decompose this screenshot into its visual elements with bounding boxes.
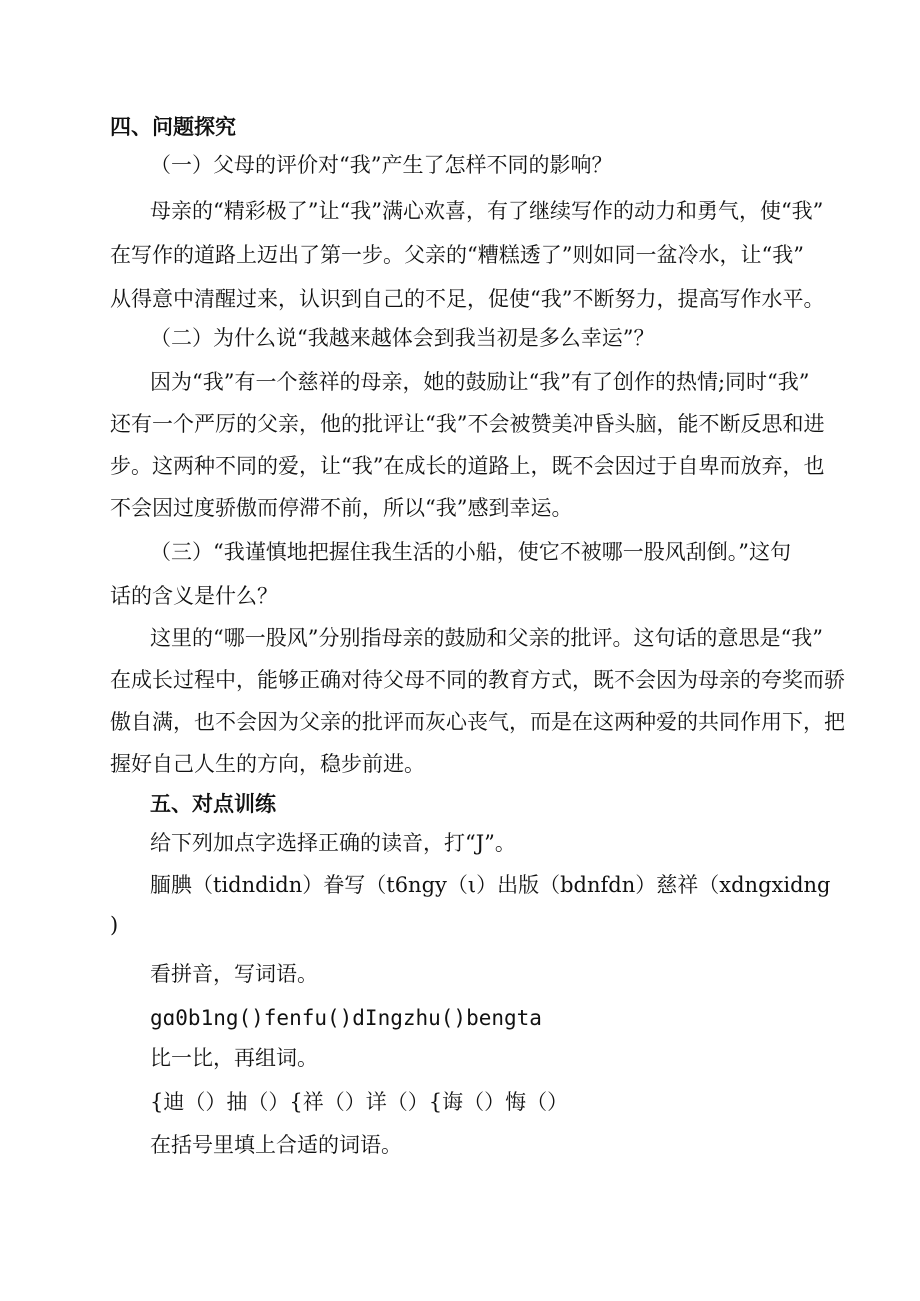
answer-1-line-2: 在写作的道路上迈出了第一步。父亲的“糟糕透了”则如同一盆冷水，让“我”: [110, 243, 804, 267]
question-2: （二）为什么说“我越来越体会到我当初是多么幸运”？: [150, 326, 655, 350]
exercise-3-items: {迪（）抽（）{祥（）详（）{诲（）悔（）: [150, 1090, 569, 1114]
answer-2-line-2: 还有一个严厉的父亲，他的批评让“我”不会被赞美冲昏头脑，能不断反思和进: [110, 412, 825, 436]
exercise-2-items: gɑ0b1ng()fenfu()dIngzhu()bengta: [150, 1006, 542, 1030]
exercise-1-items-line-2: ): [110, 913, 119, 937]
exercise-3-instruction: 比一比，再组词。: [150, 1046, 318, 1070]
exercise-1-instruction: 给下列加点字选择正确的读音，打“J”。: [150, 831, 516, 855]
answer-3-line-4: 握好自己人生的方向，稳步前进。: [110, 752, 425, 776]
question-1: （一）父母的评价对“我”产生了怎样不同的影响？: [150, 153, 613, 177]
section-4-heading: 四、问题探究: [110, 114, 236, 139]
exercise-2-instruction: 看拼音，写词语。: [150, 962, 318, 986]
answer-2-line-3: 步。这两种不同的爱，让“我”在成长的道路上，既不会因过于自卑而放弃，也: [110, 454, 825, 478]
answer-3-line-2: 在成长过程中，能够正确对待父母不同的教育方式，既不会因为母亲的夸奖而骄: [110, 668, 845, 692]
question-3-line-1: （三）“我谨慎地把握住我生活的小船，使它不被哪一股风刮倒。”这句: [150, 540, 791, 564]
answer-2-line-4: 不会因过度骄傲而停滞不前，所以“我”感到幸运。: [110, 496, 573, 520]
answer-2-line-1: 因为“我”有一个慈祥的母亲，她的鼓励让“我”有了创作的热情;同时“我”: [150, 370, 810, 394]
answer-3-line-3: 傲自满，也不会因为父亲的批评而灰心丧气，而是在这两种爱的共同作用下，把: [110, 710, 845, 734]
answer-1-line-1: 母亲的“精彩极了”让“我”满心欢喜，有了继续写作的动力和勇气，使“我”: [150, 199, 824, 223]
exercise-1-items-line-1: 腼腆（tidndidn）眷写（t6ngy（ι）出版（bdnfdn）慈祥（xdngxidng: [150, 873, 831, 897]
answer-1-line-3: 从得意中清醒过来，认识到自己的不足，促使“我”不断努力，提高写作水平。: [110, 287, 825, 311]
question-3-line-2: 话的含义是什么？: [110, 584, 278, 608]
answer-3-line-1: 这里的“哪一股风”分别指母亲的鼓励和父亲的批评。这句话的意思是“我”: [150, 626, 823, 650]
section-5-heading: 五、对点训练: [150, 791, 276, 816]
exercise-4-instruction: 在括号里填上合适的词语。: [150, 1133, 402, 1157]
